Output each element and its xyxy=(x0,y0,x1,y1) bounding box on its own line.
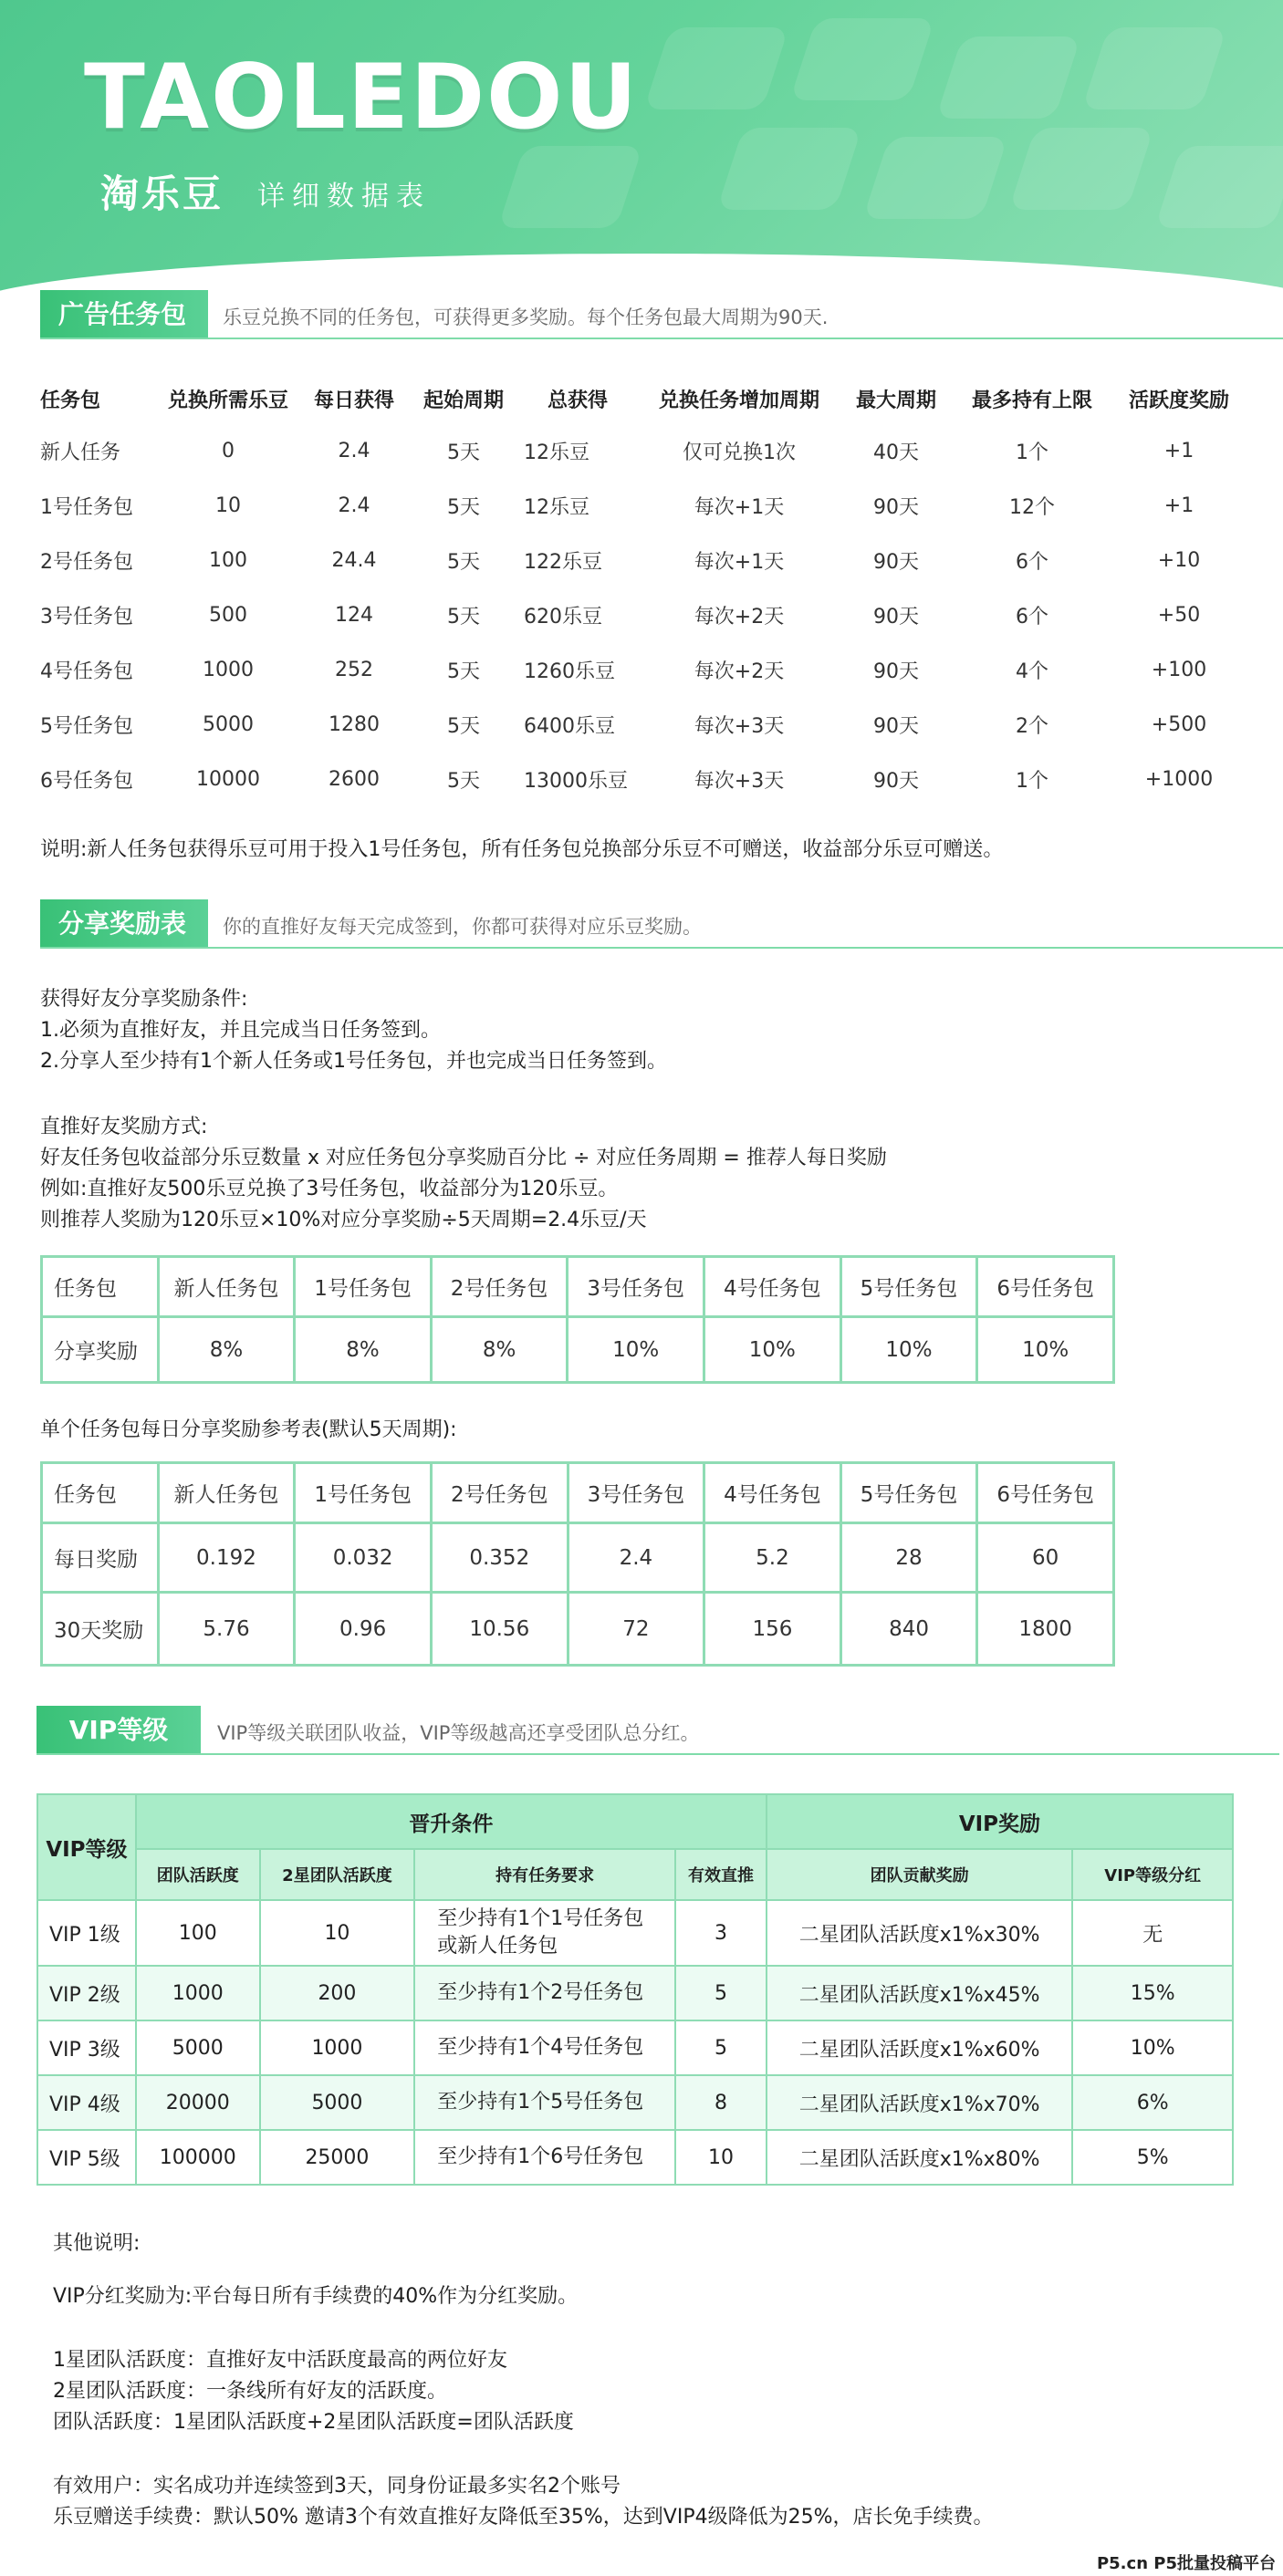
cell xyxy=(414,1900,675,1966)
column-header: 2星团队活跃度 xyxy=(260,1849,415,1900)
req-line: 或新人任务包 xyxy=(437,1935,558,1958)
section-vip-tag: VIP等级 xyxy=(37,1706,201,1755)
cell: 8% xyxy=(158,1317,295,1383)
column-header: 团队活跃度 xyxy=(136,1849,260,1900)
cell: 252 xyxy=(335,658,373,681)
cell: 124 xyxy=(335,603,373,627)
column-header: VIP等级分红 xyxy=(1072,1849,1233,1900)
column-header: 最多持有上限 xyxy=(971,389,1092,412)
vip-level: VIP 3级 xyxy=(37,2020,136,2075)
other-star2: 2星团队活跃度：一条线所有好友的活跃度。 xyxy=(53,2380,447,2403)
table-header-row xyxy=(42,1463,1114,1523)
cell: 620乐豆 xyxy=(524,605,602,628)
other-title: 其他说明: xyxy=(53,2232,141,2255)
cell: 任务包 xyxy=(42,1463,159,1523)
cell: 24.4 xyxy=(331,548,377,572)
cell: 840 xyxy=(840,1593,977,1666)
cell: 2个 xyxy=(1016,714,1048,738)
cell: 90天 xyxy=(873,714,919,738)
column-header: 有效直推 xyxy=(675,1849,767,1900)
cell: 60 xyxy=(977,1523,1114,1593)
table-row xyxy=(40,587,1245,642)
cell: 5000 xyxy=(136,2020,260,2075)
cell: 分享奖励 xyxy=(42,1317,159,1383)
cell: 10 xyxy=(260,1900,415,1966)
req-line: 至少持有1个1号任务包 xyxy=(437,1907,644,1930)
share-condition-1: 1.必须为直推好友，并且完成当日任务签到。 xyxy=(40,1019,441,1042)
cell: 5 xyxy=(675,2020,767,2075)
cell: 0.96 xyxy=(295,1593,432,1666)
column-header: 团队贡献奖励 xyxy=(767,1849,1073,1900)
table-row xyxy=(37,2020,1233,2075)
cell: 二星团队活跃度x1%x45% xyxy=(767,1966,1073,2020)
column-header: 最大周期 xyxy=(855,389,936,412)
cell: 6号任务包 xyxy=(977,1257,1114,1317)
header-banner xyxy=(0,0,1283,301)
cell: 10% xyxy=(704,1317,841,1383)
cell: 2.4 xyxy=(338,493,370,517)
cell: 30天奖励 xyxy=(42,1593,159,1666)
cell: 10% xyxy=(840,1317,977,1383)
cell: 5000 xyxy=(260,2075,415,2130)
cell: 0.192 xyxy=(158,1523,295,1593)
cell: 100 xyxy=(209,548,247,572)
cell: 100000 xyxy=(136,2130,260,2185)
vip-level: VIP 4级 xyxy=(37,2075,136,2130)
cell: 13000乐豆 xyxy=(524,769,628,793)
table-subheader-row xyxy=(37,1849,1233,1900)
cell: 6% xyxy=(1072,2075,1233,2130)
cell: 500 xyxy=(209,603,247,627)
cell: 6号任务包 xyxy=(977,1463,1114,1523)
cell: 10.56 xyxy=(431,1593,568,1666)
cell: 0.352 xyxy=(431,1523,568,1593)
cell: 二星团队活跃度x1%x70% xyxy=(767,2075,1073,2130)
cell: 90天 xyxy=(873,550,919,574)
cell: 2.4 xyxy=(338,439,370,462)
cell: 至少持有1个4号任务包 xyxy=(414,2020,675,2075)
cell: 90天 xyxy=(873,495,919,519)
cell: 3号任务包 xyxy=(40,605,133,628)
cell: 25000 xyxy=(260,2130,415,2185)
cell: 0.032 xyxy=(295,1523,432,1593)
table-row xyxy=(42,1593,1114,1666)
cell: 新人任务 xyxy=(40,441,121,464)
cell: 8% xyxy=(431,1317,568,1383)
table-header-row xyxy=(40,374,1245,423)
column-header: 每日获得 xyxy=(313,389,394,412)
vip-level: VIP 1级 xyxy=(37,1900,136,1966)
cell: 90天 xyxy=(873,605,919,628)
table-row xyxy=(37,2075,1233,2130)
cell: 10 xyxy=(675,2130,767,2185)
share-rate-table xyxy=(40,1255,1115,1384)
cell: 至少持有1个6号任务包 xyxy=(414,2130,675,2185)
cell: 二星团队活跃度x1%x30% xyxy=(767,1900,1073,1966)
cell: +1000 xyxy=(1144,767,1214,791)
cell: 10% xyxy=(568,1317,704,1383)
table-row xyxy=(37,1966,1233,2020)
table-row xyxy=(40,423,1245,478)
column-header: 活跃度奖励 xyxy=(1128,389,1229,412)
cell: 10000 xyxy=(196,767,260,791)
section-share-header xyxy=(40,899,1283,949)
cell: 0 xyxy=(222,439,235,462)
cell: 8% xyxy=(295,1317,432,1383)
cell: 二星团队活跃度x1%x60% xyxy=(767,2020,1073,2075)
daily-reward-table xyxy=(40,1461,1115,1667)
cell: 新人任务包 xyxy=(158,1463,295,1523)
other-fee: 乐豆赠送手续费：默认50% 邀请3个有效直推好友降低至35%，达到VIP4级降低为25%，店长免手续费。 xyxy=(53,2506,994,2529)
cell: 100 xyxy=(136,1900,260,1966)
cell: 每次+3天 xyxy=(694,714,785,738)
cell: 122乐豆 xyxy=(524,550,602,574)
cell: 5号任务包 xyxy=(840,1463,977,1523)
cell: 5.76 xyxy=(158,1593,295,1666)
cell: 2600 xyxy=(329,767,380,791)
section-divider xyxy=(40,338,1283,339)
section-divider xyxy=(40,947,1283,949)
vip-level: VIP 5级 xyxy=(37,2130,136,2185)
daily-table-title: 单个任务包每日分享奖励参考表(默认5天周期): xyxy=(40,1418,457,1441)
table-header-row xyxy=(42,1257,1114,1317)
cell: 每日奖励 xyxy=(42,1523,159,1593)
share-conditions-title: 获得好友分享奖励条件: xyxy=(40,988,248,1011)
cell: 1号任务包 xyxy=(295,1257,432,1317)
vip-level-table xyxy=(37,1793,1234,2186)
section-ad-header xyxy=(40,290,1283,339)
table-row xyxy=(40,642,1245,697)
cell: 二星团队活跃度x1%x80% xyxy=(767,2130,1073,2185)
cell: 90天 xyxy=(873,660,919,683)
cell: 6个 xyxy=(1016,605,1048,628)
cell: 每次+2天 xyxy=(694,605,785,628)
cell: 至少持有1个5号任务包 xyxy=(414,2075,675,2130)
cell: 1000 xyxy=(136,1966,260,2020)
cell: 2号任务包 xyxy=(431,1257,568,1317)
cell: 5号任务包 xyxy=(40,714,133,738)
cell: 5 xyxy=(675,1966,767,2020)
cell: 每次+3天 xyxy=(694,769,785,793)
cell: 1260乐豆 xyxy=(524,660,615,683)
share-condition-2: 2.分享人至少持有1个新人任务或1号任务包，并也完成当日任务签到。 xyxy=(40,1050,667,1073)
table-row xyxy=(37,2130,1233,2185)
cell: 2号任务包 xyxy=(431,1463,568,1523)
cell: 无 xyxy=(1072,1900,1233,1966)
section-vip-desc: VIP等级关联团队收益，VIP等级越高还享受团队总分红。 xyxy=(217,1722,700,1744)
table-row xyxy=(40,533,1245,587)
cell: 5号任务包 xyxy=(840,1257,977,1317)
section-vip-header xyxy=(37,1706,1279,1755)
cell: 5000 xyxy=(203,712,254,736)
section-divider xyxy=(37,1753,1279,1755)
cell: 每次+1天 xyxy=(694,550,785,574)
cell: 5% xyxy=(1072,2130,1233,2185)
cell: 每次+1天 xyxy=(694,495,785,519)
table-header-row xyxy=(37,1794,1233,1849)
section-ad-tag: 广告任务包 xyxy=(40,290,208,339)
cell: 5天 xyxy=(447,441,480,464)
column-header: 兑换任务增加周期 xyxy=(658,389,819,412)
cell: 5天 xyxy=(447,769,480,793)
share-method-title: 直推好友奖励方式: xyxy=(40,1116,208,1138)
share-method-result: 则推荐人奖励为120乐豆×10%对应分享奖励÷5天周期=2.4乐豆/天 xyxy=(40,1209,647,1231)
cell: +50 xyxy=(1157,603,1201,627)
column-header: 任务包 xyxy=(40,389,101,412)
vip-level: VIP 2级 xyxy=(37,1966,136,2020)
cell: 2号任务包 xyxy=(40,550,133,574)
section-ad-desc: 乐豆兑换不同的任务包，可获得更多奖励。每个任务包最大周期为90天. xyxy=(223,306,829,328)
cell: 1个 xyxy=(1016,769,1048,793)
cell: 新人任务包 xyxy=(158,1257,295,1317)
other-valid-user: 有效用户：实名成功并连续签到3天，同身份证最多实名2个账号 xyxy=(53,2475,621,2498)
table-row xyxy=(40,752,1245,806)
cell: 5天 xyxy=(447,550,480,574)
cell: 10 xyxy=(215,493,241,517)
cell: 72 xyxy=(568,1593,704,1666)
cell: 任务包 xyxy=(42,1257,159,1317)
column-header: 总获得 xyxy=(547,389,608,412)
cell: 5天 xyxy=(447,660,480,683)
brand-name-cn: 淘乐豆 xyxy=(100,171,224,216)
table-row xyxy=(40,478,1245,533)
cell: 1号任务包 xyxy=(295,1463,432,1523)
column-header-level: VIP等级 xyxy=(37,1794,136,1900)
cell: 12乐豆 xyxy=(524,441,589,464)
table-row xyxy=(42,1317,1114,1383)
share-method-example: 例如:直推好友500乐豆兑换了3号任务包，收益部分为120乐豆。 xyxy=(40,1178,619,1200)
table-row xyxy=(37,1900,1233,1966)
watermark: P5.cn P5批量投稿平台 xyxy=(1096,2554,1276,2573)
column-header-reward: VIP奖励 xyxy=(767,1794,1233,1849)
cell: 3号任务包 xyxy=(568,1257,704,1317)
share-method-formula: 好友任务包收益部分乐豆数量 x 对应任务包分享奖励百分比 ÷ 对应任务周期 = 推荐人每日奖励 xyxy=(40,1147,887,1169)
table-row xyxy=(42,1523,1114,1593)
cell: 40天 xyxy=(873,441,919,464)
page-subtitle: 详细数据表 xyxy=(257,181,431,213)
cell: 6号任务包 xyxy=(40,769,133,793)
cell: 3号任务包 xyxy=(568,1463,704,1523)
cell: 12乐豆 xyxy=(524,495,589,519)
ad-note: 说明:新人任务包获得乐豆可用于投入1号任务包，所有任务包兑换部分乐豆不可赠送，收益部分乐豆可赠送。 xyxy=(40,838,1004,861)
cell: 5天 xyxy=(447,605,480,628)
ad-task-table xyxy=(40,374,1245,806)
cell: 6400乐豆 xyxy=(524,714,615,738)
cell: 200 xyxy=(260,1966,415,2020)
column-header: 持有任务要求 xyxy=(414,1849,675,1900)
cell: 28 xyxy=(840,1523,977,1593)
cell: +1 xyxy=(1163,439,1194,462)
cell: 1000 xyxy=(260,2020,415,2075)
cell: 每次+2天 xyxy=(694,660,785,683)
cell: 至少持有1个2号任务包 xyxy=(414,1966,675,2020)
cell: +500 xyxy=(1151,712,1207,736)
cell: 10% xyxy=(977,1317,1114,1383)
cell: 1000 xyxy=(203,658,254,681)
cell: 4个 xyxy=(1016,660,1048,683)
cell: 1个 xyxy=(1016,441,1048,464)
cell: 15% xyxy=(1072,1966,1233,2020)
cell: 4号任务包 xyxy=(704,1463,841,1523)
cell: 1号任务包 xyxy=(40,495,133,519)
cell: 5.2 xyxy=(704,1523,841,1593)
cell: 3 xyxy=(675,1900,767,1966)
cell: 6个 xyxy=(1016,550,1048,574)
column-header-promote: 晋升条件 xyxy=(136,1794,767,1849)
cell: 5天 xyxy=(447,495,480,519)
section-share-tag: 分享奖励表 xyxy=(40,899,208,949)
table-row xyxy=(40,697,1245,752)
cell: 4号任务包 xyxy=(704,1257,841,1317)
cell: 90天 xyxy=(873,769,919,793)
other-team: 团队活跃度：1星团队活跃度+2星团队活跃度=团队活跃度 xyxy=(53,2411,574,2434)
cell: +10 xyxy=(1157,548,1201,572)
brand-title: TAOLEDOU xyxy=(84,46,640,150)
cell: 156 xyxy=(704,1593,841,1666)
cell: 仅可兑换1次 xyxy=(683,441,796,464)
section-share-desc: 你的直推好友每天完成签到，你都可获得对应乐豆奖励。 xyxy=(223,916,702,938)
cell: 20000 xyxy=(136,2075,260,2130)
cell: 1800 xyxy=(977,1593,1114,1666)
column-header: 起始周期 xyxy=(422,389,504,412)
cell: 12个 xyxy=(1009,495,1055,519)
cell: 8 xyxy=(675,2075,767,2130)
other-star1: 1星团队活跃度：直推好友中活跃度最高的两位好友 xyxy=(53,2349,507,2372)
cell: 1280 xyxy=(329,712,380,736)
cell: 5天 xyxy=(447,714,480,738)
column-header: 兑换所需乐豆 xyxy=(167,389,288,412)
cell: +100 xyxy=(1151,658,1207,681)
other-dividend: VIP分红奖励为:平台每日所有手续费的40%作为分红奖励。 xyxy=(53,2285,579,2308)
cell: 4号任务包 xyxy=(40,660,133,683)
cell: +1 xyxy=(1163,493,1194,517)
cell: 10% xyxy=(1072,2020,1233,2075)
cell: 2.4 xyxy=(568,1523,704,1593)
